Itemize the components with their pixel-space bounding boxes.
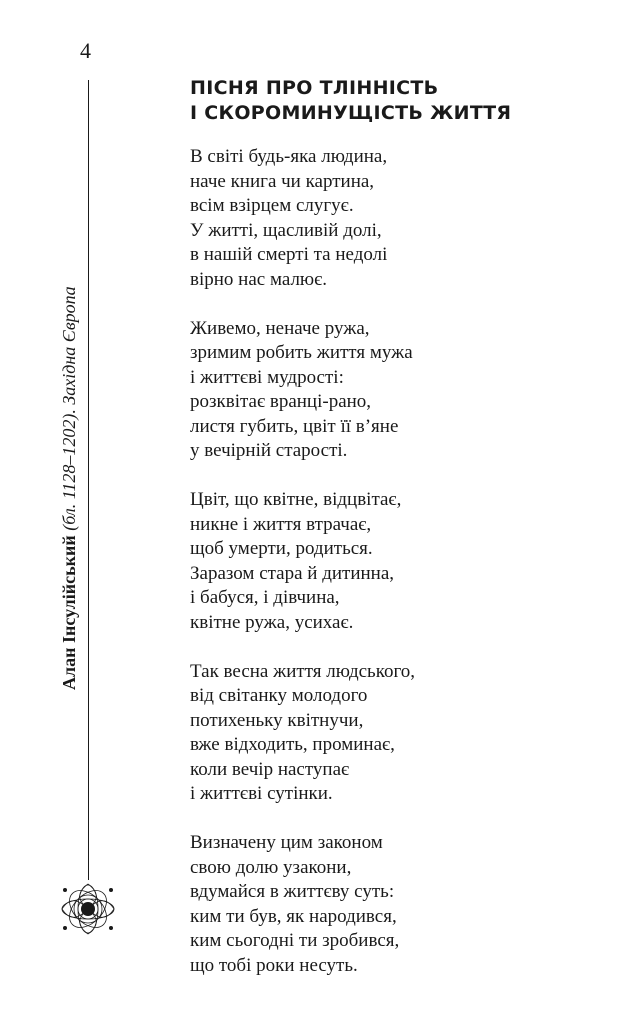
page-number: 4 (80, 38, 91, 63)
poem-line: Цвіт, що квітне, відцвітає, (190, 489, 402, 510)
poem-line: никне і життя втрачає, (190, 513, 372, 535)
poem-line: і бабуся, і дівчина, (190, 587, 340, 608)
poem-line: Визначену цим законом (190, 832, 383, 853)
poem-line: що тобі роки несуть. (190, 954, 358, 976)
poem-line: щоб умерти, родиться. (190, 538, 373, 559)
author-dates: (бл. 1128–1202). (59, 409, 79, 531)
poem-title-line-1: ПІСНЯ ПРО ТЛІННІСТЬ (190, 77, 439, 99)
floral-ornament-icon (57, 880, 119, 938)
poem-line: Так весна життя людського, (190, 660, 416, 682)
side-divider-line (88, 80, 89, 880)
poem-line: вірно нас малює. (190, 268, 328, 290)
poem-line: У житті, щасливій долі, (190, 219, 382, 241)
running-header-vertical (55, 270, 83, 690)
poem-line: від світанку молодого (190, 685, 368, 706)
poem-line: Заразом стара й дитинна, (190, 562, 395, 584)
poem-line: всім взірцем слугує. (190, 195, 354, 216)
poem-body (190, 145, 610, 1003)
poem-line: зримим робить життя мужа (190, 342, 413, 363)
poem-line: наче книга чи картина, (190, 170, 375, 192)
poem-title-line-2: І СКОРОМИНУЩІСТЬ ЖИТТЯ (190, 102, 512, 124)
poem-line: потихеньку квітнучи, (190, 709, 364, 731)
poem-line: ким ти був, як народився, (190, 905, 397, 927)
region-label: Західна Європа (59, 286, 79, 405)
poem-line: і життєві сутінки. (190, 783, 333, 804)
author-name: Алан Інсулійський (59, 535, 79, 690)
poem-line: і життєві мудрості: (190, 366, 344, 388)
poem-line: вже відходить, проминає, (190, 734, 395, 755)
poem-line: розквітає вранці-рано, (190, 391, 372, 412)
poem-line: Живемо, неначе ружа, (190, 317, 370, 339)
poem-line: вдумайся в життєву суть: (190, 881, 395, 902)
stanza-4 (190, 660, 610, 807)
stanza-3 (190, 488, 610, 635)
poem-line: квітне ружа, усихає. (190, 611, 354, 633)
poem-line: у вечірній старості. (190, 440, 348, 461)
poem-line: ким сьогодні ти зробився, (190, 930, 400, 951)
poem-line: В світі будь-яка людина, (190, 146, 388, 167)
poem-title (190, 76, 511, 126)
poem-line: свою долю узакони, (190, 856, 352, 878)
poem-line: коли вечір наступає (190, 758, 350, 780)
poem-line: в нашій смерті та недолі (190, 244, 388, 265)
stanza-1 (190, 145, 610, 292)
stanza-2 (190, 317, 610, 464)
stanza-5 (190, 831, 610, 978)
poem-line: листя губить, цвіт її в’яне (190, 415, 399, 437)
